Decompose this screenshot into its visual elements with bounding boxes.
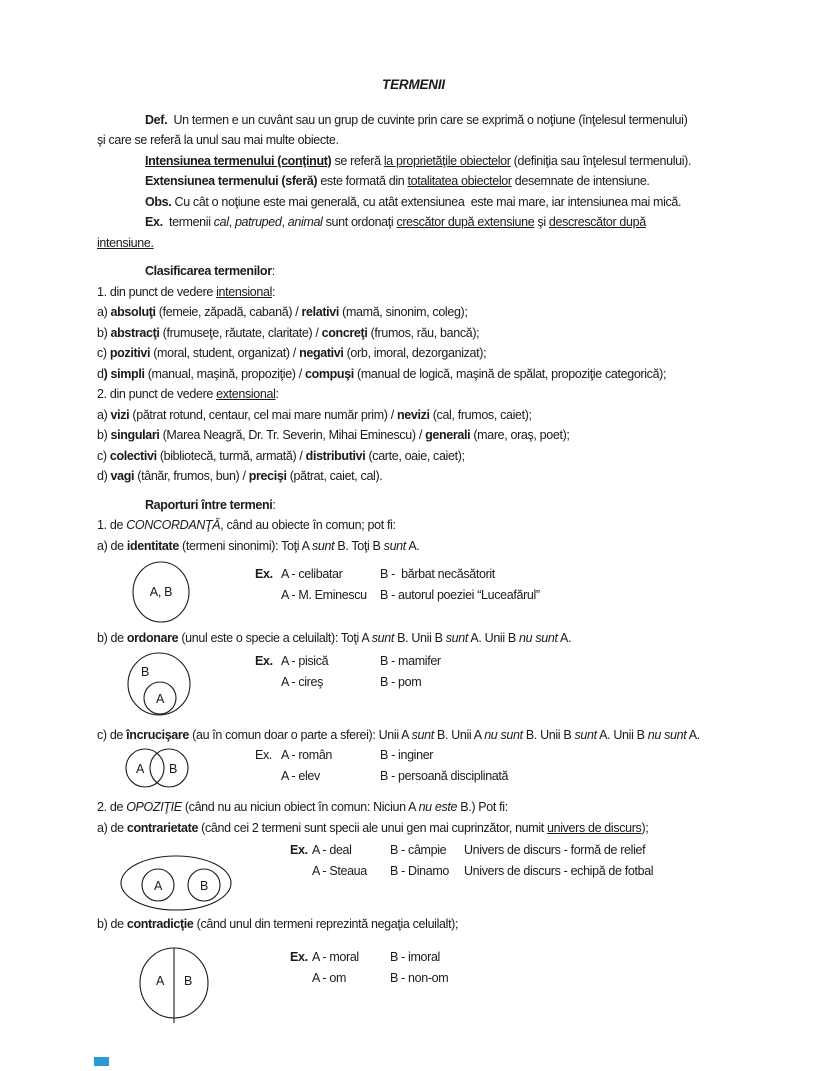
text-segment: B - câmpie xyxy=(390,843,447,857)
euler-diagram-identitate xyxy=(130,560,192,624)
intensional-c xyxy=(97,343,730,364)
text-segment: , xyxy=(281,215,288,229)
text-segment: (când unul din termeni reprezintă negaţia celuilalt); xyxy=(193,917,459,931)
text-segment: Ex. xyxy=(290,949,308,964)
text-segment: contradicţie xyxy=(126,917,194,931)
text-segment: B - imoral xyxy=(390,949,440,964)
text-segment: şi care se referă la unul sau mai multe obiecte. xyxy=(97,133,339,147)
text-segment: A - deal xyxy=(312,843,352,857)
page-title: TERMENII xyxy=(382,77,445,92)
text-segment: 1. din punct de vedere xyxy=(97,284,217,299)
definition-line-2 xyxy=(97,130,730,151)
text-segment: sunt xyxy=(445,631,468,645)
text-segment: (pătrat, caiet, cal). xyxy=(286,469,383,483)
text-segment: A - pisică xyxy=(281,653,329,668)
spacer xyxy=(97,487,730,495)
text-segment: B.) Pot fi: xyxy=(457,800,508,814)
text-segment: Intensiunea termenului (conţinut) xyxy=(145,153,332,168)
intensional-a xyxy=(97,302,730,323)
text-segment: încrucişare xyxy=(126,727,190,742)
text-segment: B. Toţi B xyxy=(334,538,384,553)
text-segment: : xyxy=(272,284,276,299)
text-segment: : xyxy=(271,264,275,278)
ex-line-2 xyxy=(97,233,730,254)
text-segment: generali xyxy=(425,428,471,442)
figure-row-identitate xyxy=(97,556,730,628)
text-segment: B - Dinamo xyxy=(390,864,450,878)
text-segment: Extensiunea termenului (sferă) xyxy=(145,174,318,188)
example-line xyxy=(255,585,540,606)
example-line xyxy=(255,766,508,787)
text-segment: d xyxy=(97,366,104,381)
text-segment: (frumos, rău, bancă); xyxy=(367,325,480,340)
text-segment: Ex. xyxy=(255,653,273,668)
text-segment: sunt xyxy=(312,538,335,553)
text-segment: A. Unii B xyxy=(596,727,648,742)
text-segment: A - cireş xyxy=(281,674,323,689)
text-segment: nevizi xyxy=(396,407,430,422)
text-segment: 2. de xyxy=(97,800,127,814)
example-block-identitate xyxy=(255,564,540,606)
text-segment: a) xyxy=(97,305,111,319)
text-segment: A - român xyxy=(281,748,333,762)
text-segment: sunt ordonaţi xyxy=(322,215,397,229)
extensiune-line xyxy=(97,171,730,192)
contradictie-line xyxy=(97,914,730,935)
text-segment: B - bărbat necăsătorit xyxy=(380,567,495,581)
extensional-heading xyxy=(97,384,730,405)
text-segment: (carte, oaie, caiet); xyxy=(365,448,465,463)
text-segment: extensional xyxy=(216,387,276,401)
text-segment: Univers de discurs - echipă de fotbal xyxy=(464,864,654,878)
text-segment: (cal, frumos, caiet); xyxy=(429,407,532,422)
contrarietate-line xyxy=(97,818,730,839)
text-segment: cal xyxy=(213,215,229,229)
text-segment: c) de xyxy=(97,727,127,742)
example-line xyxy=(255,651,441,672)
text-segment: B - inginer xyxy=(380,748,434,762)
text-segment: este formată din xyxy=(317,174,408,188)
text-segment: Ex. xyxy=(255,567,273,581)
text-segment: nu sunt xyxy=(484,727,523,742)
text-segment: contrarietate xyxy=(126,820,199,835)
intensional-d xyxy=(97,364,730,385)
text-segment: b) de xyxy=(97,917,127,931)
raporturi-heading xyxy=(97,495,730,516)
diagram-label: A xyxy=(135,762,145,776)
text-segment: (moral, student, organizat) / xyxy=(150,346,300,360)
text-segment: : xyxy=(272,497,276,512)
text-segment: A. xyxy=(557,631,572,645)
text-segment: b) de xyxy=(97,631,127,645)
document-body xyxy=(97,96,730,1025)
euler-diagram-contradictie xyxy=(138,943,210,1025)
text-segment: (definiţia sau înţelesul termenului). xyxy=(510,153,692,168)
text-segment: CONCORDANŢĂ xyxy=(126,518,221,532)
text-segment: sunt xyxy=(411,727,434,742)
figure-row-contrarietate xyxy=(97,838,730,914)
text-segment: patruped xyxy=(234,215,282,229)
extensional-c xyxy=(97,446,730,467)
text-segment: sunt xyxy=(574,727,597,742)
extensional-a xyxy=(97,405,730,426)
text-segment: B - pom xyxy=(380,674,422,689)
text-segment: ); xyxy=(641,820,649,835)
text-segment: şi xyxy=(534,215,549,229)
text-segment: desemnate de intensiune. xyxy=(511,174,650,188)
ordonare-line xyxy=(97,628,730,649)
text-segment: a) xyxy=(97,407,111,422)
text-segment: d) xyxy=(97,469,111,483)
example-block-incrucisare xyxy=(255,745,508,787)
spacer xyxy=(97,253,730,261)
definition-line-1 xyxy=(97,110,730,131)
text-segment: concreţi xyxy=(321,325,368,340)
text-segment: , când au obiecte în comun; pot fi: xyxy=(220,518,396,532)
text-segment: Ex. xyxy=(145,215,163,229)
diagram-label: B xyxy=(183,973,193,988)
text-segment: A. xyxy=(405,538,420,553)
text-segment: B - mamifer xyxy=(380,653,441,668)
text-segment: (manual, maşină, propoziţie) / xyxy=(144,366,305,381)
text-segment: (pătrat rotund, centaur, cel mai mare număr prim) / xyxy=(129,407,397,422)
clasificarea-heading xyxy=(97,261,730,282)
text-segment: vizi xyxy=(110,407,130,422)
euler-diagram-incrucisare xyxy=(125,747,191,789)
diagram-label: A xyxy=(155,973,165,988)
diagram-label: B xyxy=(168,762,178,776)
text-segment: A - M. Eminescu xyxy=(281,588,367,602)
text-segment: Raporturi între termeni xyxy=(145,497,273,512)
figure-row-ordonare xyxy=(97,649,730,725)
figure-row-incrucisare xyxy=(97,745,730,797)
incrucisare-line xyxy=(97,725,730,746)
text-segment: (mamă, sinonim, coleg); xyxy=(339,305,468,319)
text-segment: (tânăr, frumos, bun) / xyxy=(134,469,249,483)
page-corner-mark xyxy=(94,1057,109,1066)
text-segment: intensional xyxy=(216,284,273,299)
text-segment: intensiune. xyxy=(97,235,154,250)
text-segment: B - persoană disciplinată xyxy=(380,769,509,783)
text-segment: Univers de discurs - formă de relief xyxy=(464,843,646,857)
text-segment: la proprietăţile obiectelor xyxy=(383,153,511,168)
ex-line-1 xyxy=(97,212,730,233)
text-segment: (orb, imoral, dezorganizat); xyxy=(343,346,487,360)
text-segment: abstracţi xyxy=(110,325,160,340)
text-segment: ) simpli xyxy=(103,366,145,381)
text-segment: singulari xyxy=(110,428,160,442)
example-block-contradictie xyxy=(290,947,448,989)
euler-diagram-contrarietate xyxy=(118,854,234,912)
example-line xyxy=(290,861,653,882)
example-block-contrarietate xyxy=(290,840,653,882)
text-segment: termenii xyxy=(162,215,214,229)
diagram-circle xyxy=(126,749,164,787)
text-segment: (mare, oraş, poet); xyxy=(470,428,570,442)
text-segment: (au în comun doar o parte a sferei): Unii A xyxy=(189,727,412,742)
opozitie-heading xyxy=(97,797,730,818)
text-segment: c) xyxy=(97,346,110,360)
text-segment: Un termen e un cuvânt sau un grup de cuvinte prin care se exprimă o noţiune (înţelesul termenului) xyxy=(167,112,688,127)
text-segment: Clasificarea termenilor xyxy=(145,264,272,278)
identitate-line xyxy=(97,536,730,557)
text-segment: Def. xyxy=(145,112,168,127)
text-segment: (termeni sinonimi): Toţi A xyxy=(178,538,313,553)
figure-row-contradictie xyxy=(97,935,730,1025)
text-segment: vagi xyxy=(110,469,135,483)
diagram-label: B xyxy=(199,879,209,893)
text-segment: negativi xyxy=(299,346,344,360)
extensional-d xyxy=(97,466,730,487)
text-segment: (Marea Neagră, Dr. Tr. Severin, Mihai Eminescu) / xyxy=(159,428,426,442)
euler-diagram-ordonare xyxy=(125,651,193,719)
text-segment: (când nu au niciun obiect în comun: Niciun A xyxy=(181,800,419,814)
example-line xyxy=(290,947,448,968)
concordanta-heading xyxy=(97,515,730,536)
example-line xyxy=(290,840,653,861)
text-segment: : xyxy=(275,387,279,401)
text-segment: totalitatea obiectelor xyxy=(407,174,512,188)
text-segment: Ex. xyxy=(255,748,276,762)
text-segment: absoluţi xyxy=(110,305,156,319)
text-segment: (unul este o specie a celuilalt): Toţi A xyxy=(178,631,372,645)
extensional-b xyxy=(97,425,730,446)
text-segment: OPOZIŢIE xyxy=(126,800,182,814)
diagram-label: B xyxy=(140,664,150,679)
text-segment: a) de xyxy=(97,820,127,835)
text-segment: b) xyxy=(97,428,111,442)
text-segment: pozitivi xyxy=(109,346,151,360)
intensiune-line xyxy=(97,151,730,172)
text-segment: compuşi xyxy=(304,366,354,381)
text-segment: identitate xyxy=(126,538,179,553)
text-segment: crescător după extensiune xyxy=(396,215,535,229)
diagram-label: A, B xyxy=(149,585,173,599)
text-segment: B - non-om xyxy=(390,970,449,985)
text-segment: a) de xyxy=(97,538,127,553)
text-segment: A. Unii B xyxy=(467,631,520,645)
text-segment: 1. de xyxy=(97,518,127,532)
text-segment: B - autorul poeziei “Luceafărul” xyxy=(380,588,540,602)
example-line xyxy=(255,564,540,585)
text-segment: distributivi xyxy=(305,448,366,463)
example-line xyxy=(255,745,508,766)
text-segment: (frumuseţe, răutate, claritate) / xyxy=(159,325,322,340)
example-line xyxy=(255,672,441,693)
text-segment: sunt xyxy=(383,538,406,553)
spacer xyxy=(97,96,730,110)
text-segment: relativi xyxy=(301,305,340,319)
text-segment: ordonare xyxy=(126,631,179,645)
text-segment: A. xyxy=(686,727,700,742)
text-segment: A - moral xyxy=(312,949,359,964)
intensional-heading xyxy=(97,282,730,303)
example-line xyxy=(290,968,448,989)
text-segment: A - celibatar xyxy=(281,567,343,581)
diagram-label: A xyxy=(155,691,165,706)
obs-line xyxy=(97,192,730,213)
intensional-b xyxy=(97,323,730,344)
text-segment: nu sunt xyxy=(519,631,558,645)
text-segment: Ex. xyxy=(290,843,308,857)
text-segment: animal xyxy=(287,215,323,229)
diagram-label: A xyxy=(153,879,163,893)
text-segment: B. Unii A xyxy=(433,727,485,742)
text-segment: (când cei 2 termeni sunt specii ale unui gen mai cuprinzător, numit xyxy=(198,820,548,835)
text-segment: (manual de logică, maşină de spălat, propoziţie categorică); xyxy=(353,366,667,381)
text-segment: A - Steaua xyxy=(312,864,367,878)
text-segment: B. Unii B xyxy=(394,631,446,645)
text-segment: (femeie, zăpadă, cabană) / xyxy=(155,305,302,319)
text-segment: univers de discurs xyxy=(547,820,642,835)
text-segment: (bibliotecă, turmă, armată) / xyxy=(156,448,306,463)
diagram-circle xyxy=(121,856,231,910)
text-segment: B. Unii B xyxy=(522,727,575,742)
text-segment: b) xyxy=(97,325,111,340)
text-segment: Cu cât o noţiune este mai generală, cu atât extensiunea este mai mare, iar intensiunea mai mică. xyxy=(171,194,682,209)
text-segment: nu este xyxy=(418,800,458,814)
text-segment: , xyxy=(228,215,235,229)
text-segment: descrescător după xyxy=(548,215,646,229)
text-segment: colectivi xyxy=(109,448,157,463)
text-segment: A - om xyxy=(312,970,347,985)
text-segment: A - elev xyxy=(281,769,320,783)
text-segment: c) xyxy=(97,448,110,463)
text-segment: nu sunt xyxy=(647,727,687,742)
example-block-ordonare xyxy=(255,651,441,693)
text-segment: 2. din punct de vedere xyxy=(97,387,217,401)
text-segment: precişi xyxy=(248,469,287,483)
text-segment: se referă xyxy=(331,153,384,168)
text-segment: Obs. xyxy=(145,194,172,209)
text-segment: sunt xyxy=(371,631,395,645)
